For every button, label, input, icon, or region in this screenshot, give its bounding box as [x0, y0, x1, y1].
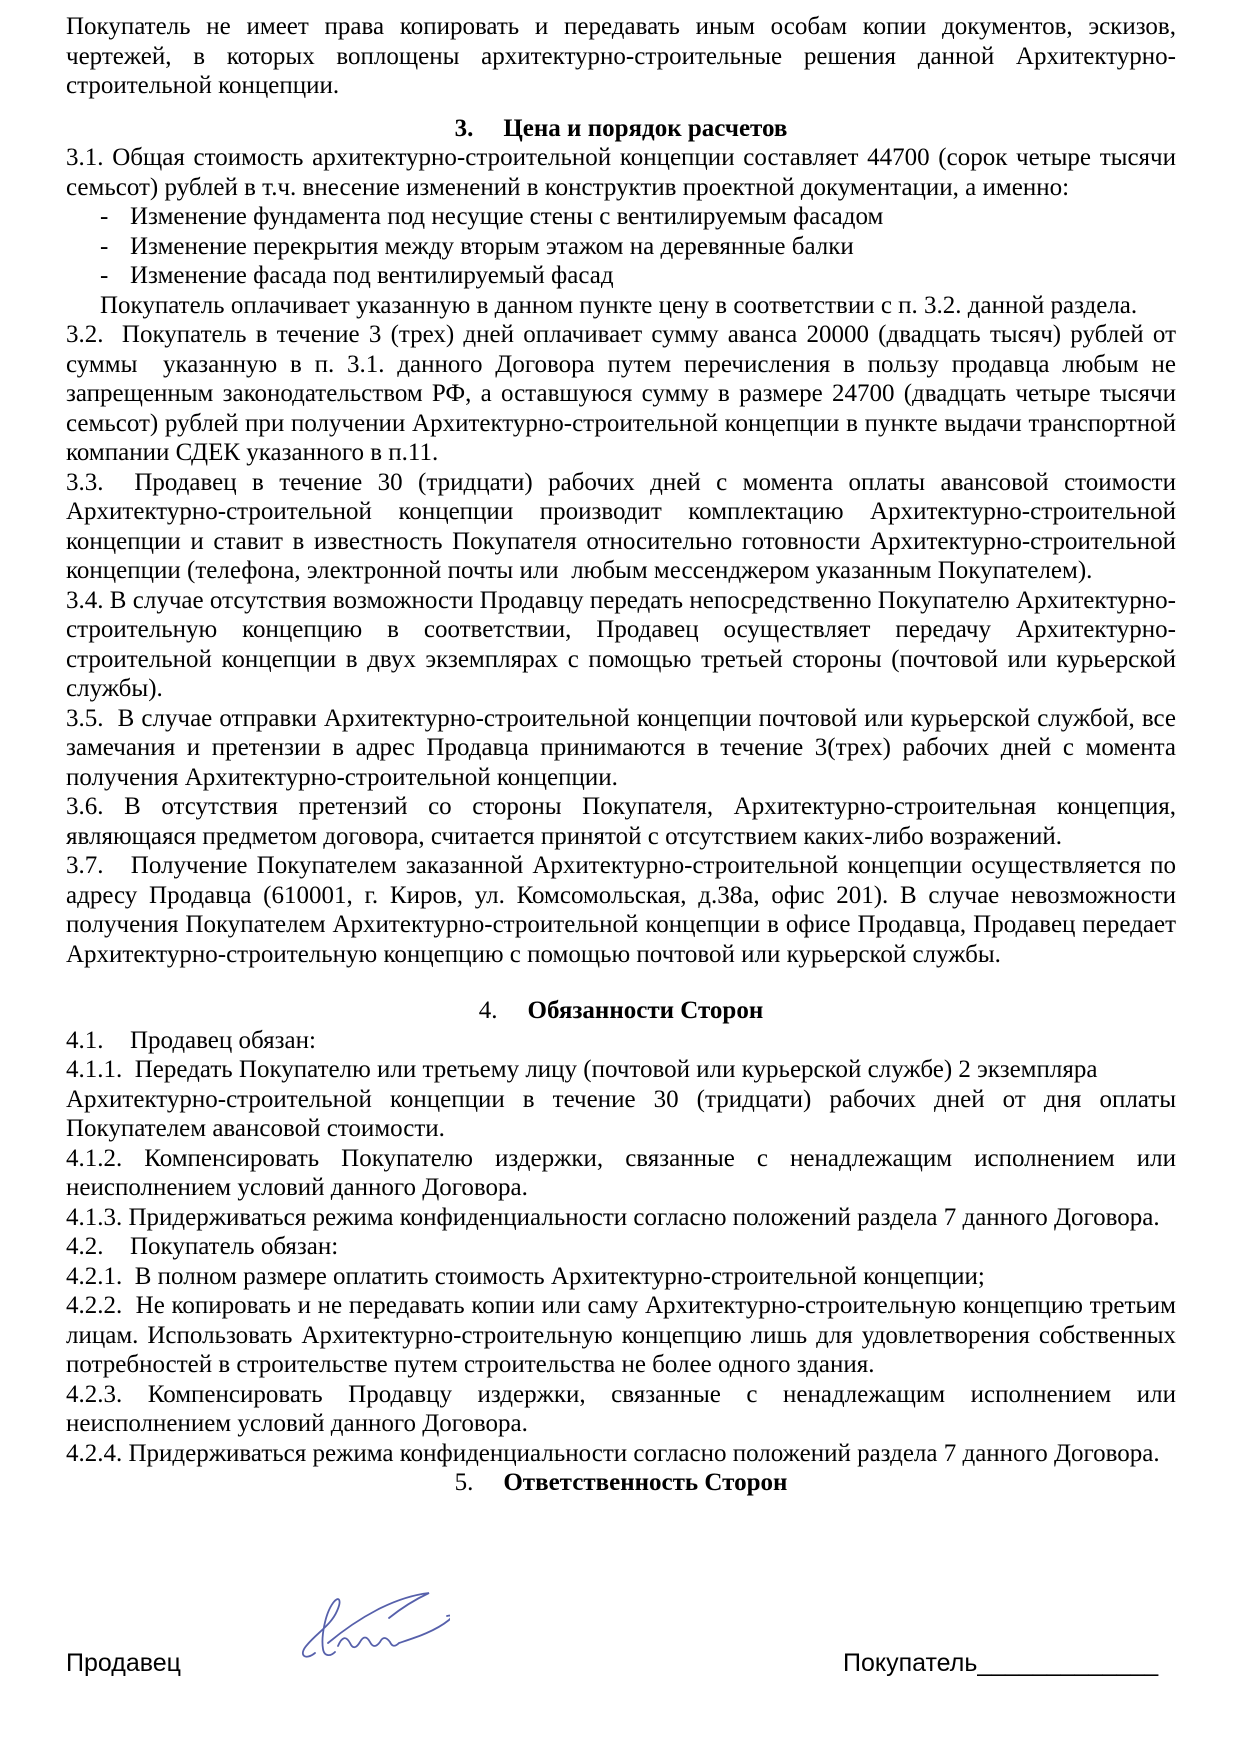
clause-3-2: 3.2. Покупатель в течение 3 (трех) дней оплачивает сумму аванса 20000 (двадцать тысяч) рублей от суммы указанную в п. 3.1. данного Договора путем перечисления в пользу продавца любым не запрещенным законодательством РФ, а оставшуюся сумму в размере 24700 (двадцать четыре тысячи семьсот) рублей при получении Архитектурно-строительной концепции в пункте выдачи транспортной компании СДЕК указанного в п.11.: [66, 321, 1176, 466]
section-4-number: 4.: [478, 997, 498, 1024]
clause-4-2-number: 4.2.: [66, 1233, 104, 1260]
clause-3-6: 3.6. В отсутствия претензий со стороны Покупателя, Архитектурно-строительная концепция, являющаяся предметом договора, считается принятой с отсутствием каких-либо возражений.: [66, 793, 1176, 850]
bullet-dash: -: [100, 203, 109, 230]
clause-3-4: 3.4. В случае отсутствия возможности Продавцу передать непосредственно Покупателю Архитектурно-строительную концепцию в соответствии, Продавец осуществляет передачу Архитектурно-строительной концепции в двух экземплярах с помощью третьей стороны (почтовой или курьерской службы).: [66, 586, 1176, 702]
clause-4-1-1-line1: 4.1.1. Передать Покупателю или третьему лицу (почтовой или курьерской службе) 2 экземпляра: [66, 1056, 1098, 1083]
bullet-dash: -: [100, 262, 109, 289]
section-4-heading: [66, 996, 1176, 1026]
buyer-signature-line: _____________: [977, 1649, 1159, 1677]
clause-4-1-3: 4.1.3. Придерживаться режима конфиденциальности согласно положений раздела 7 данного Договора.: [66, 1203, 1160, 1231]
seller-signature-label: Продавец: [66, 1649, 181, 1677]
section-4-title: Обязанности Сторон: [527, 997, 764, 1024]
clause-4-2-2: 4.2.2. Не копировать и не передавать копии или саму Архитектурно-строительную концепцию третьим лицам. Использовать Архитектурно-строительную концепцию лишь для удовлетворения собственных потребностей в строительстве путем строительства не более одного здания.: [66, 1292, 1176, 1378]
seller-signature-image: [298, 1583, 450, 1667]
clause-4-1-1-rest: Архитектурно-строительной концепции в течение 30 (тридцати) рабочих дней от дня оплаты Покупателем авансовой стоимости.: [66, 1085, 1176, 1142]
clause-4-1-number: 4.1.: [66, 1026, 104, 1054]
section-3-number: 3.: [454, 114, 474, 142]
clause-4-2-1: 4.2.1. В полном размере оплатить стоимость Архитектурно-строительной концепции;: [66, 1262, 985, 1290]
section-5-title: Ответственность Сторон: [503, 1469, 788, 1496]
contract-body: [66, 12, 1176, 1498]
clause-3-3: 3.3. Продавец в течение 30 (тридцати) рабочих дней с момента оплаты авансовой стоимости Архитектурно-строительной концепции производит комплектацию Архитектурно-строительной концепции и ставит в известность Покупателя относительно готовности Архитектурно-строительной концепции (телефона, электронной почты или любым мессенджером указанным Покупателем).: [66, 468, 1176, 584]
bullet-item-3: - Изменение фасада под вентилируемый фасад: [100, 262, 614, 289]
clause-4-1-2: 4.1.2. Компенсировать Покупателю издержки, связанные с ненадлежащим исполнением или неисполнением условий данного Договора.: [66, 1144, 1176, 1201]
section-5-heading: [66, 1468, 1176, 1498]
intro-paragraph: Покупатель не имеет права копировать и передавать иным особам копии документов, эскизов, чертежей, в которых воплощены архитектурно-строительные решения данной Архитектурно-строительной концепции.: [66, 13, 1176, 99]
clause-3-1-payment-note: Покупатель оплачивает указанную в данном пункте цену в соответствии с п. 3.2. данной раздела.: [100, 291, 1138, 319]
bullet-item-1: - Изменение фундамента под несущие стены с вентилируемым фасадом: [100, 203, 884, 230]
clause-4-2-4: 4.2.4. Придерживаться режима конфиденциальности согласно положений раздела 7 данного Договора.: [66, 1439, 1160, 1467]
section-3-title: Цена и порядок расчетов: [503, 114, 788, 142]
section-5-number: 5.: [454, 1469, 474, 1496]
clause-3-1: 3.1. Общая стоимость архитектурно-строительной концепции составляет 44700 (сорок четыре тысячи семьсот) рублей в т.ч. внесение изменений в конструктив проектной документации, а именно:: [66, 144, 1176, 201]
clause-3-7: 3.7. Получение Покупателем заказанной Архитектурно-строительной концепции осуществляется по адресу Продавца (610001, г. Киров, ул. Комсомольская, д.38а, офис 201). В случае невозможности получения Покупателем Архитектурно-строительной концепции в офисе Продавца, Продавец передает Архитектурно-строительную концепцию с помощью почтовой или курьерской службы.: [66, 852, 1176, 968]
bullet-dash: -: [100, 232, 109, 260]
clause-3-5: 3.5. В случае отправки Архитектурно-строительной концепции почтовой или курьерской службой, все замечания и претензии в адрес Продавца принимаются в течение 3(трех) рабочих дней с момента получения Архитектурно-строительной концепции.: [66, 704, 1176, 791]
clause-4-2-3: 4.2.3. Компенсировать Продавцу издержки, связанные с ненадлежащим исполнением или неисполнением условий данного Договора.: [66, 1380, 1176, 1437]
clause-4-1: 4.1. Продавец обязан:: [66, 1026, 316, 1054]
clause-4-2: 4.2. Покупатель обязан:: [66, 1233, 339, 1260]
bullet-item-2: - Изменение перекрытия между вторым этажом на деревянные балки: [100, 232, 854, 260]
section-3-heading: [66, 114, 1176, 144]
buyer-signature-label: Покупатель_____________: [843, 1649, 1159, 1677]
